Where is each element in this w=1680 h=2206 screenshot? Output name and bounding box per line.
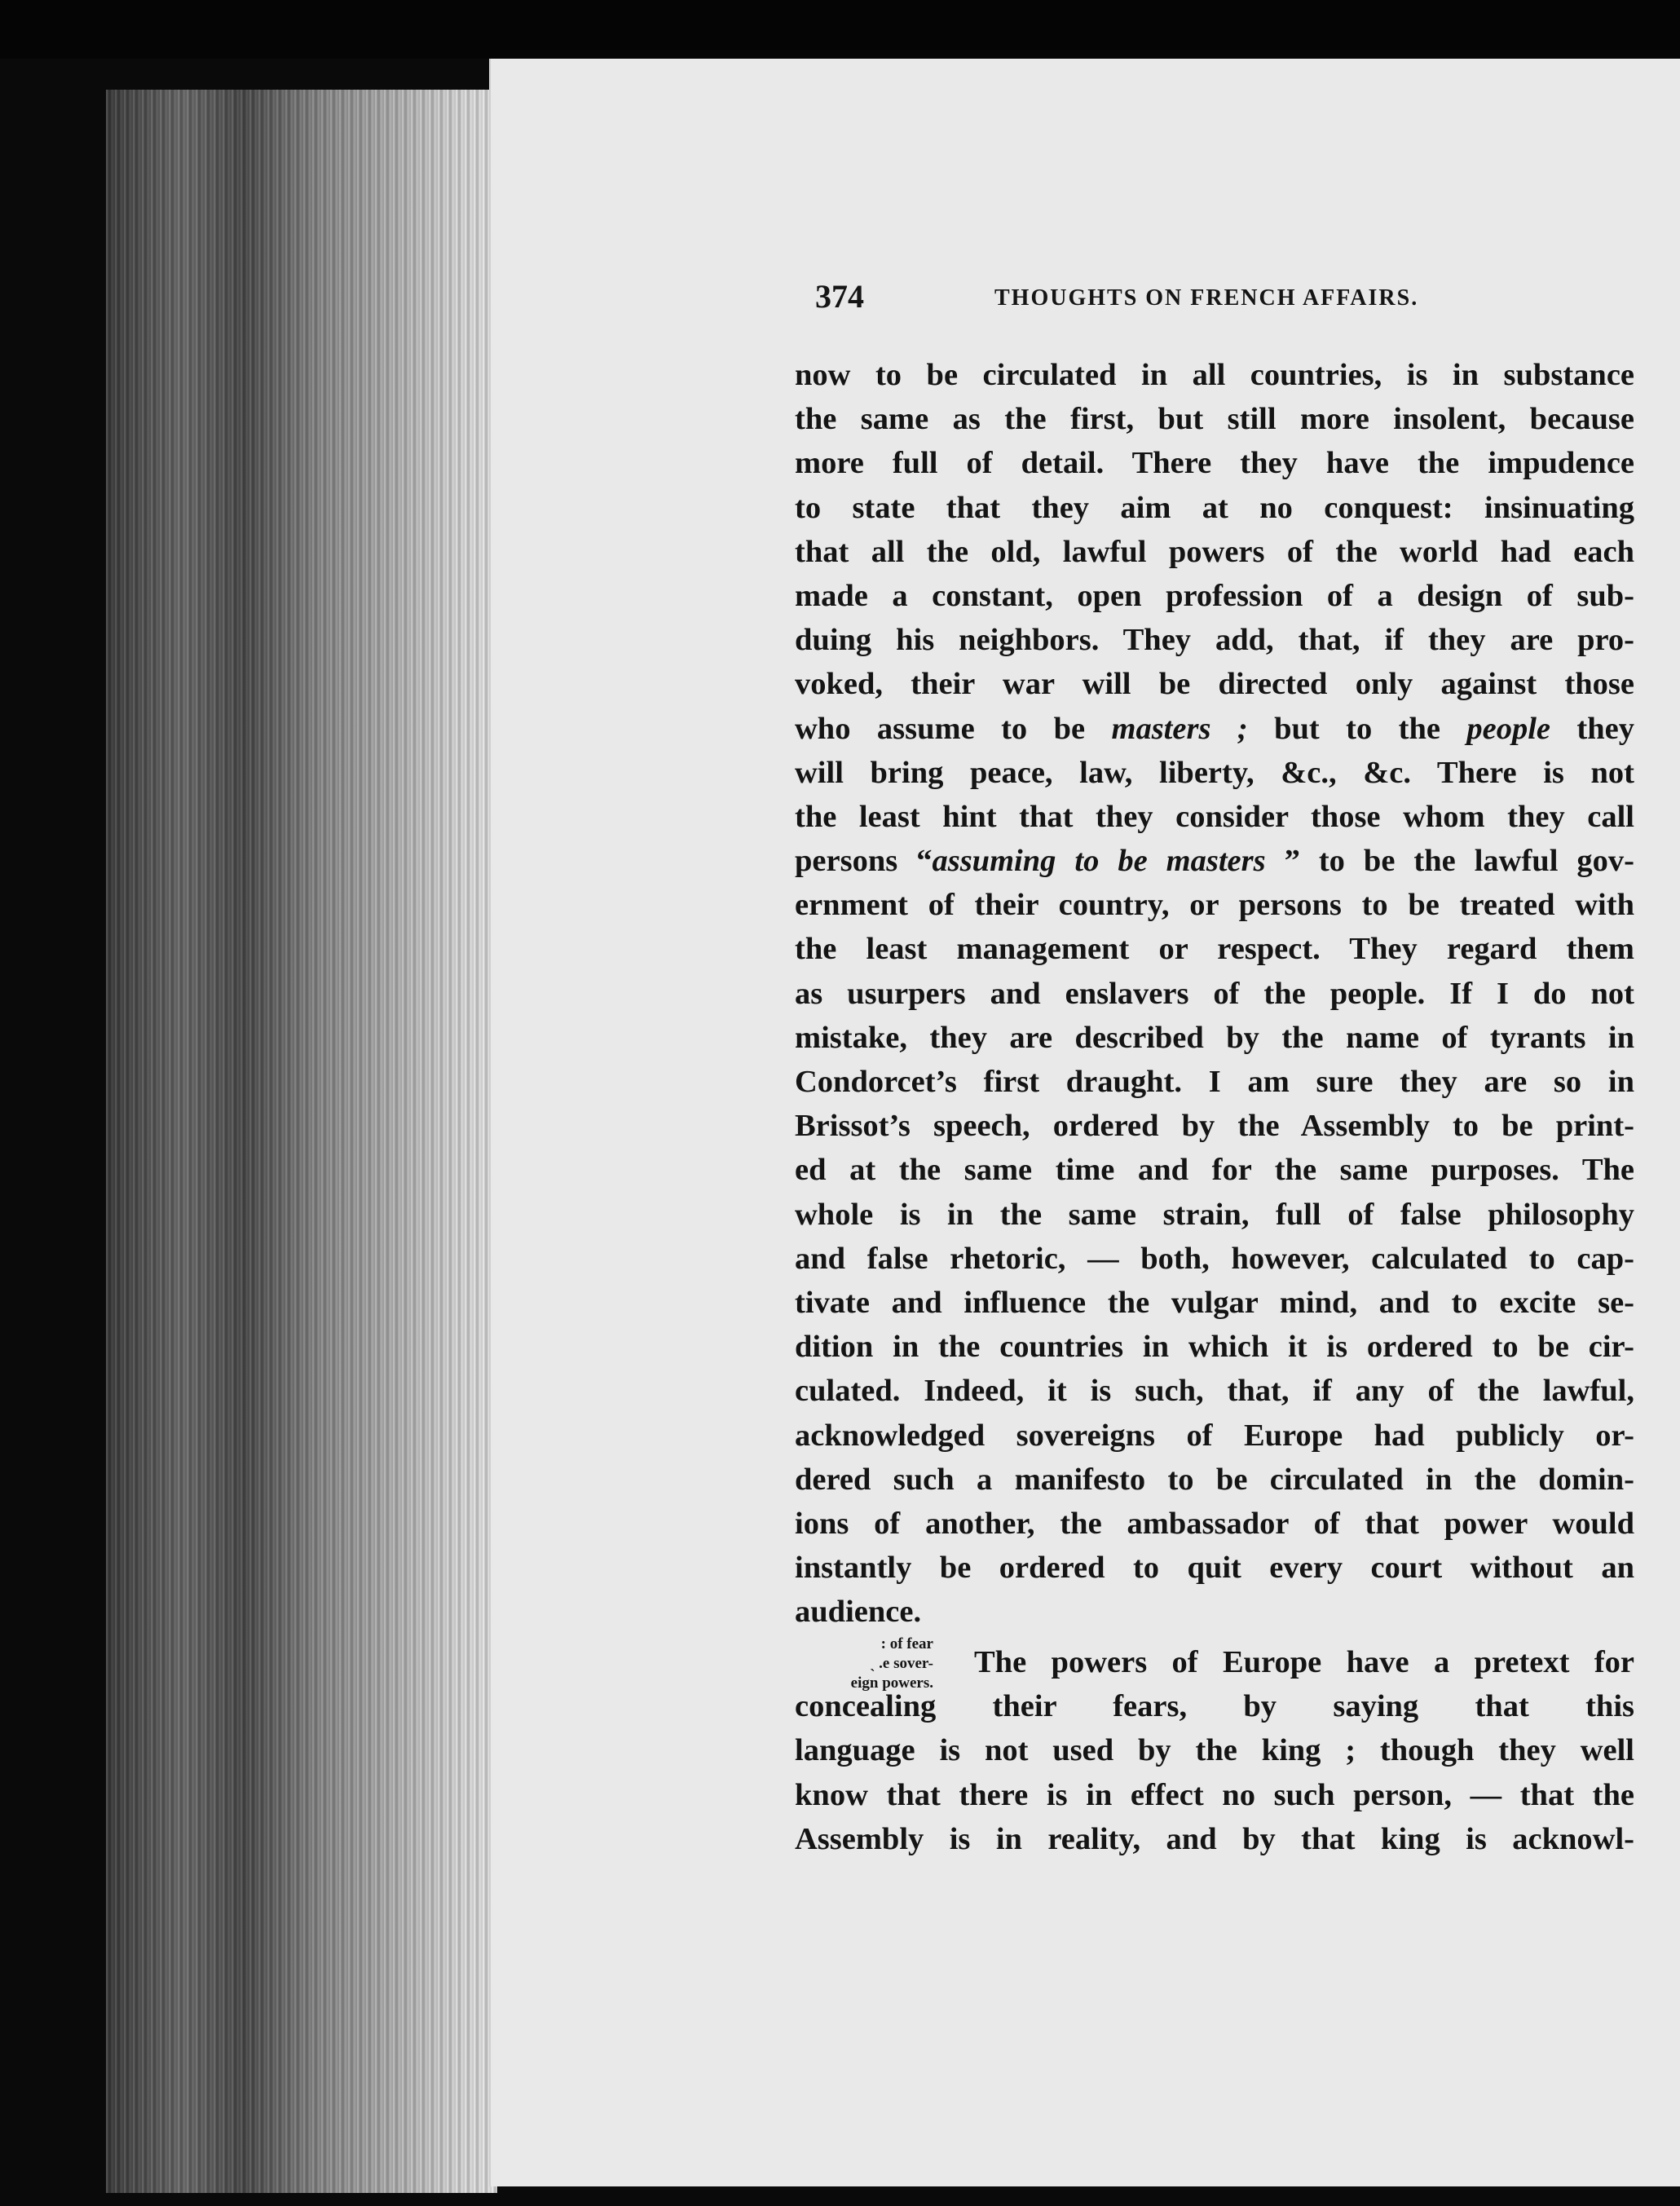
text-line: audience. [795,1595,922,1630]
text-line: the same as the first, but still more insolent, because [795,402,1634,437]
text-line: culated. Indeed, it is such, that, if any of the lawful, [795,1374,1634,1409]
text-line: acknowledged sovereigns of Europe had publicly or- [795,1418,1634,1453]
running-head: THOUGHTS ON FRENCH AFFAIRS. [994,285,1419,311]
margin-note-line: eign powers. [850,1674,933,1692]
text-line: persons “assuming to be masters ” to be the lawful gov- [795,844,1634,879]
text-line: language is not used by the king ; though they well [795,1733,1634,1768]
paragraph-2 [795,1640,1634,1861]
text-line: dition in the countries in which it is ordered to be cir- [795,1330,1634,1365]
text-line: ed at the same time and for the same purposes. The [795,1153,1634,1188]
text-line: the least management or respect. They regard them [795,932,1634,967]
text-line: as usurpers and enslavers of the people. If I do not [795,976,1634,1011]
text-line: voked, their war will be directed only against those [795,667,1634,702]
text-line: tivate and influence the vulgar mind, and to excite se- [795,1285,1634,1320]
text-line: more full of detail. There they have the impudence [795,446,1634,481]
text-line: who assume to be masters ; but to the people they [795,711,1635,746]
text-line: dered such a manifesto to be circulated in the domin- [795,1462,1634,1497]
text-line: Assembly is in reality, and by that king is acknowl- [795,1821,1634,1856]
text-line: Brissot’s speech, ordered by the Assembly to be print- [795,1109,1634,1144]
text-line: The powers of Europe have a pretext for [974,1645,1634,1679]
text-line: whole is in the same strain, full of false philosophy [795,1197,1634,1232]
margin-note-line: ˎ .e sover- [870,1655,933,1672]
page-number: 374 [815,278,864,315]
text-line: and false rhetoric, — both, however, calculated to cap- [795,1241,1634,1276]
text-line: duing his neighbors. They add, that, if they are pro- [795,623,1634,658]
text-line: concealing their fears, by saying that this [795,1689,1634,1724]
page-header [815,277,1630,326]
text-line: instantly be ordered to quit every court without an [795,1551,1634,1586]
book-fore-edge [106,90,497,2193]
scan-border-top [0,0,1680,59]
text-line: ions of another, the ambassador of that power would [795,1506,1634,1541]
text-line: mistake, they are described by the name of tyrants in [795,1020,1634,1055]
text-line: that all the old, lawful powers of the world had each [795,534,1634,569]
text-line: will bring peace, law, liberty, &c., &c. There is not [795,755,1634,790]
text-line: the least hint that they consider those whom they call [795,799,1634,834]
text-line: made a constant, open profession of a design of sub- [795,578,1634,613]
text-line: Condorcet’s first draught. I am sure they are so in [795,1065,1634,1099]
text-line: now to be circulated in all countries, is in substance [795,358,1634,392]
text-line: to state that they aim at no conquest: insinuating [795,490,1634,525]
margin-note-line: : of fear [880,1635,933,1652]
text-line: know that there is in effect no such person, — that the [795,1777,1634,1812]
paragraph-1 [795,353,1634,1634]
text-line: ernment of their country, or persons to be treated with [795,888,1634,923]
